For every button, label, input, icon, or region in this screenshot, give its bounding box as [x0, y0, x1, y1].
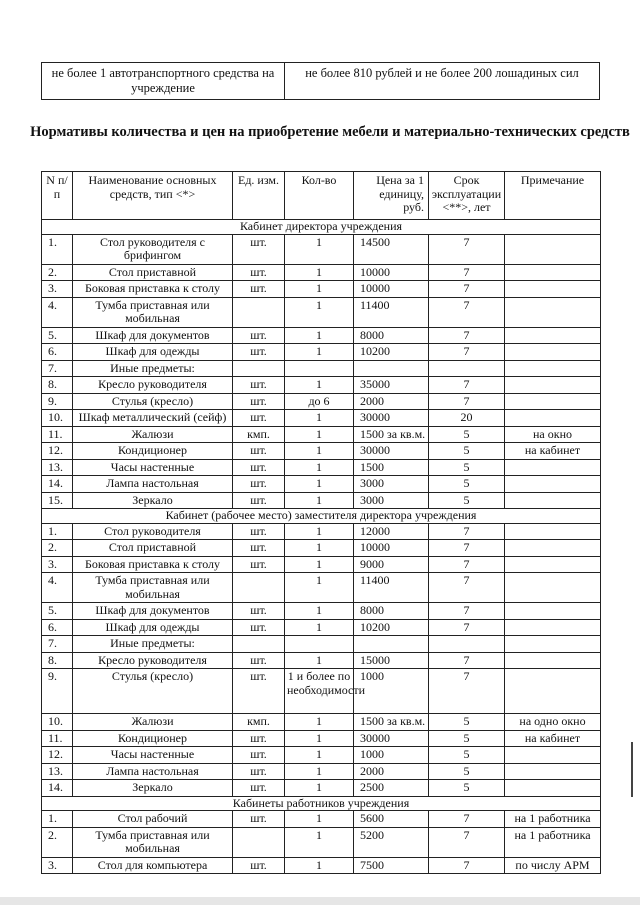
- row-number: 1.: [42, 523, 73, 540]
- item-quantity: 1: [285, 857, 354, 874]
- item-name: Лампа настольная: [73, 763, 233, 780]
- item-unit: шт.: [233, 747, 285, 764]
- item-price: 2000: [354, 393, 429, 410]
- row-number: 5.: [42, 603, 73, 620]
- item-unit: [233, 573, 285, 603]
- item-note: [505, 619, 601, 636]
- item-note: [505, 669, 601, 714]
- item-lifetime: 7: [429, 377, 505, 394]
- item-price: [354, 360, 429, 377]
- item-note: [505, 264, 601, 281]
- item-quantity: 1: [285, 603, 354, 620]
- item-unit: шт.: [233, 393, 285, 410]
- header-price: Цена за 1 единицу, руб.: [354, 172, 429, 220]
- row-number: 4.: [42, 297, 73, 327]
- item-name: Шкаф для документов: [73, 603, 233, 620]
- table-row: [42, 827, 601, 857]
- item-lifetime: 5: [429, 780, 505, 797]
- item-name: Стол приставной: [73, 264, 233, 281]
- item-name: Шкаф для одежды: [73, 619, 233, 636]
- item-price: 8000: [354, 603, 429, 620]
- item-note: [505, 492, 601, 509]
- item-note: [505, 297, 601, 327]
- item-name: Иные предметы:: [73, 360, 233, 377]
- item-quantity: 1: [285, 523, 354, 540]
- item-lifetime: 5: [429, 459, 505, 476]
- section-row: [42, 220, 601, 235]
- item-unit: шт.: [233, 763, 285, 780]
- header-quantity: Кол-во: [285, 172, 354, 220]
- item-quantity: 1: [285, 827, 354, 857]
- vehicle-norm-cell: не более 1 автотранспортного средства на учреждение: [42, 63, 285, 100]
- item-note: на окно: [505, 426, 601, 443]
- item-note: [505, 360, 601, 377]
- item-price: [354, 636, 429, 653]
- row-number: 1.: [42, 811, 73, 828]
- item-note: [505, 540, 601, 557]
- row-number: 14.: [42, 476, 73, 493]
- item-unit: шт.: [233, 619, 285, 636]
- item-note: [505, 393, 601, 410]
- item-quantity: 1: [285, 492, 354, 509]
- item-note: [505, 652, 601, 669]
- item-note: на 1 работника: [505, 811, 601, 828]
- item-price: 1500 за кв.м.: [354, 714, 429, 731]
- row-number: 11.: [42, 730, 73, 747]
- item-quantity: 1: [285, 476, 354, 493]
- item-quantity: [285, 636, 354, 653]
- item-unit: шт.: [233, 327, 285, 344]
- item-unit: [233, 827, 285, 857]
- row-number: 11.: [42, 426, 73, 443]
- item-name: Кондиционер: [73, 730, 233, 747]
- item-unit: шт.: [233, 556, 285, 573]
- item-price: 15000: [354, 652, 429, 669]
- item-unit: шт.: [233, 603, 285, 620]
- item-price: 10000: [354, 281, 429, 298]
- item-note: [505, 556, 601, 573]
- item-note: [505, 327, 601, 344]
- table-row: [42, 857, 601, 874]
- table-row: [42, 747, 601, 764]
- row-number: 13.: [42, 763, 73, 780]
- item-note: на одно окно: [505, 714, 601, 731]
- item-lifetime: 5: [429, 443, 505, 460]
- item-unit: шт.: [233, 857, 285, 874]
- item-unit: кмп.: [233, 714, 285, 731]
- item-price: 10200: [354, 619, 429, 636]
- table-row: [42, 636, 601, 653]
- item-quantity: 1: [285, 811, 354, 828]
- header-note: Примечание: [505, 172, 601, 220]
- item-unit: [233, 360, 285, 377]
- table-row: [42, 780, 601, 797]
- item-unit: шт.: [233, 811, 285, 828]
- table-row: [42, 652, 601, 669]
- row-number: 12.: [42, 443, 73, 460]
- item-name: Стулья (кресло): [73, 393, 233, 410]
- item-lifetime: 7: [429, 573, 505, 603]
- table-row: [42, 443, 601, 460]
- table-row: [42, 297, 601, 327]
- item-quantity: 1: [285, 763, 354, 780]
- row-number: 3.: [42, 556, 73, 573]
- item-quantity: до 6: [285, 393, 354, 410]
- item-price: 14500: [354, 234, 429, 264]
- row-number: 2.: [42, 540, 73, 557]
- table-row: [42, 327, 601, 344]
- item-name: Зеркало: [73, 780, 233, 797]
- item-unit: шт.: [233, 652, 285, 669]
- item-name: Стол для компьютера: [73, 857, 233, 874]
- item-name: Тумба приставная или мобильная: [73, 297, 233, 327]
- row-number: 10.: [42, 714, 73, 731]
- table-row: [42, 234, 601, 264]
- item-lifetime: 7: [429, 393, 505, 410]
- item-quantity: 1: [285, 714, 354, 731]
- item-quantity: 1 и более по необходимости: [285, 669, 354, 714]
- item-price: 5200: [354, 827, 429, 857]
- item-quantity: 1: [285, 556, 354, 573]
- item-unit: шт.: [233, 234, 285, 264]
- item-price: 10200: [354, 344, 429, 361]
- row-number: 8.: [42, 377, 73, 394]
- table-row: [42, 763, 601, 780]
- item-price: 5600: [354, 811, 429, 828]
- item-unit: шт.: [233, 344, 285, 361]
- page-title: Нормативы количества и цен на приобретение мебели и материально-технических средств: [30, 124, 630, 140]
- item-unit: шт.: [233, 780, 285, 797]
- table-row: [42, 476, 601, 493]
- item-price: 11400: [354, 297, 429, 327]
- item-lifetime: 7: [429, 264, 505, 281]
- section-title: Кабинет директора учреждения: [42, 220, 601, 235]
- table-row: [42, 393, 601, 410]
- item-quantity: 1: [285, 540, 354, 557]
- section-row: [42, 796, 601, 811]
- row-number: 6.: [42, 344, 73, 361]
- item-unit: шт.: [233, 492, 285, 509]
- row-number: 6.: [42, 619, 73, 636]
- item-quantity: 1: [285, 459, 354, 476]
- item-name: Жалюзи: [73, 426, 233, 443]
- item-name: Тумба приставная или мобильная: [73, 827, 233, 857]
- item-unit: шт.: [233, 669, 285, 714]
- row-number: 13.: [42, 459, 73, 476]
- item-quantity: 1: [285, 410, 354, 427]
- item-quantity: 1: [285, 426, 354, 443]
- item-name: Стулья (кресло): [73, 669, 233, 714]
- row-number: 5.: [42, 327, 73, 344]
- item-lifetime: [429, 360, 505, 377]
- item-unit: шт.: [233, 410, 285, 427]
- table-row: [42, 714, 601, 731]
- row-number: 12.: [42, 747, 73, 764]
- row-number: 2.: [42, 264, 73, 281]
- item-quantity: 1: [285, 297, 354, 327]
- row-number: 8.: [42, 652, 73, 669]
- item-quantity: 1: [285, 234, 354, 264]
- item-quantity: 1: [285, 344, 354, 361]
- item-name: Стол руководителя: [73, 523, 233, 540]
- item-note: [505, 344, 601, 361]
- table-row: [42, 63, 600, 100]
- table-row: [42, 344, 601, 361]
- item-price: 12000: [354, 523, 429, 540]
- table-row: [42, 669, 601, 714]
- table-row: [42, 540, 601, 557]
- header-lifetime: Срок эксплуатации <**>, лет: [429, 172, 505, 220]
- item-unit: шт.: [233, 523, 285, 540]
- item-lifetime: 7: [429, 281, 505, 298]
- item-note: на кабинет: [505, 443, 601, 460]
- section-title: Кабинет (рабочее место) заместителя директора учреждения: [42, 509, 601, 524]
- item-name: Шкаф металлический (сейф): [73, 410, 233, 427]
- row-number: 9.: [42, 669, 73, 714]
- table-row: [42, 492, 601, 509]
- table-row: [42, 426, 601, 443]
- section-title: Кабинеты работников учреждения: [42, 796, 601, 811]
- item-quantity: [285, 360, 354, 377]
- row-number: 1.: [42, 234, 73, 264]
- item-unit: шт.: [233, 476, 285, 493]
- item-name: Боковая приставка к столу: [73, 556, 233, 573]
- item-unit: шт.: [233, 730, 285, 747]
- item-name: Иные предметы:: [73, 636, 233, 653]
- table-row: [42, 619, 601, 636]
- row-number: 15.: [42, 492, 73, 509]
- item-unit: [233, 636, 285, 653]
- row-number: 7.: [42, 360, 73, 377]
- item-quantity: 1: [285, 281, 354, 298]
- item-name: Тумба приставная или мобильная: [73, 573, 233, 603]
- item-quantity: 1: [285, 377, 354, 394]
- item-note: [505, 747, 601, 764]
- item-price: 2000: [354, 763, 429, 780]
- header-unit: Ед. изм.: [233, 172, 285, 220]
- table-row: [42, 459, 601, 476]
- item-quantity: 1: [285, 443, 354, 460]
- item-name: Кресло руководителя: [73, 652, 233, 669]
- item-lifetime: 7: [429, 603, 505, 620]
- item-note: [505, 763, 601, 780]
- item-lifetime: 7: [429, 540, 505, 557]
- item-name: Кондиционер: [73, 443, 233, 460]
- header-name: Наименование основных средств, тип <*>: [73, 172, 233, 220]
- item-lifetime: 7: [429, 857, 505, 874]
- item-name: Зеркало: [73, 492, 233, 509]
- item-quantity: 1: [285, 780, 354, 797]
- item-lifetime: 20: [429, 410, 505, 427]
- item-name: Боковая приставка к столу: [73, 281, 233, 298]
- row-number: 10.: [42, 410, 73, 427]
- item-note: [505, 476, 601, 493]
- item-note: [505, 636, 601, 653]
- item-name: Шкаф для документов: [73, 327, 233, 344]
- item-price: 3000: [354, 476, 429, 493]
- item-lifetime: 5: [429, 747, 505, 764]
- item-lifetime: 5: [429, 730, 505, 747]
- item-lifetime: 7: [429, 669, 505, 714]
- item-name: Шкаф для одежды: [73, 344, 233, 361]
- item-lifetime: 7: [429, 811, 505, 828]
- item-quantity: 1: [285, 327, 354, 344]
- item-lifetime: 7: [429, 234, 505, 264]
- item-quantity: 1: [285, 264, 354, 281]
- item-lifetime: 5: [429, 763, 505, 780]
- item-lifetime: 5: [429, 714, 505, 731]
- row-number: 9.: [42, 393, 73, 410]
- item-lifetime: 7: [429, 344, 505, 361]
- item-note: на кабинет: [505, 730, 601, 747]
- row-number: 4.: [42, 573, 73, 603]
- item-unit: кмп.: [233, 426, 285, 443]
- table-row: [42, 377, 601, 394]
- table-body: [42, 220, 601, 874]
- item-price: 9000: [354, 556, 429, 573]
- item-price: 1000: [354, 669, 429, 714]
- vehicle-cost-cell: не более 810 рублей и не более 200 лошадиных сил: [285, 63, 600, 100]
- item-note: [505, 377, 601, 394]
- item-price: 30000: [354, 443, 429, 460]
- item-price: 30000: [354, 410, 429, 427]
- item-lifetime: 7: [429, 327, 505, 344]
- item-name: Стол приставной: [73, 540, 233, 557]
- header-number: N п/п: [42, 172, 73, 220]
- row-number: 2.: [42, 827, 73, 857]
- item-quantity: 1: [285, 652, 354, 669]
- table-row: [42, 730, 601, 747]
- scan-bottom-edge: [0, 897, 640, 905]
- item-lifetime: 7: [429, 556, 505, 573]
- table-row: [42, 573, 601, 603]
- item-name: Лампа настольная: [73, 476, 233, 493]
- item-price: 11400: [354, 573, 429, 603]
- item-lifetime: 7: [429, 652, 505, 669]
- table-row: [42, 556, 601, 573]
- item-note: [505, 780, 601, 797]
- item-name: Кресло руководителя: [73, 377, 233, 394]
- item-unit: шт.: [233, 443, 285, 460]
- item-lifetime: 5: [429, 426, 505, 443]
- item-price: 1500 за кв.м.: [354, 426, 429, 443]
- item-lifetime: 5: [429, 476, 505, 493]
- item-price: 30000: [354, 730, 429, 747]
- item-price: 7500: [354, 857, 429, 874]
- item-unit: шт.: [233, 377, 285, 394]
- table-row: [42, 264, 601, 281]
- item-note: [505, 281, 601, 298]
- item-note: [505, 523, 601, 540]
- item-unit: шт.: [233, 264, 285, 281]
- item-price: 1500: [354, 459, 429, 476]
- table-row: [42, 811, 601, 828]
- item-lifetime: [429, 636, 505, 653]
- item-name: Жалюзи: [73, 714, 233, 731]
- item-note: на 1 работника: [505, 827, 601, 857]
- item-price: 3000: [354, 492, 429, 509]
- section-row: [42, 509, 601, 524]
- item-name: Стол руководителя с брифингом: [73, 234, 233, 264]
- item-note: [505, 573, 601, 603]
- item-lifetime: 7: [429, 297, 505, 327]
- item-unit: [233, 297, 285, 327]
- item-name: Стол рабочий: [73, 811, 233, 828]
- item-quantity: 1: [285, 747, 354, 764]
- item-quantity: 1: [285, 619, 354, 636]
- row-number: 14.: [42, 780, 73, 797]
- table-row: [42, 523, 601, 540]
- item-note: [505, 234, 601, 264]
- item-name: Часы настенные: [73, 747, 233, 764]
- row-number: 3.: [42, 281, 73, 298]
- item-note: по числу АРМ: [505, 857, 601, 874]
- table-row: [42, 360, 601, 377]
- item-price: 35000: [354, 377, 429, 394]
- furniture-norms-table: [41, 171, 601, 874]
- item-price: 1000: [354, 747, 429, 764]
- item-unit: шт.: [233, 459, 285, 476]
- item-lifetime: 7: [429, 619, 505, 636]
- item-lifetime: 7: [429, 523, 505, 540]
- item-price: 2500: [354, 780, 429, 797]
- item-quantity: 1: [285, 573, 354, 603]
- table-row: [42, 603, 601, 620]
- item-quantity: 1: [285, 730, 354, 747]
- item-note: [505, 410, 601, 427]
- item-price: 10000: [354, 540, 429, 557]
- item-unit: шт.: [233, 281, 285, 298]
- item-note: [505, 459, 601, 476]
- item-price: 8000: [354, 327, 429, 344]
- item-name: Часы настенные: [73, 459, 233, 476]
- row-number: 3.: [42, 857, 73, 874]
- item-price: 10000: [354, 264, 429, 281]
- item-lifetime: 5: [429, 492, 505, 509]
- table-row: [42, 410, 601, 427]
- item-unit: шт.: [233, 540, 285, 557]
- vehicle-norm-table: [41, 62, 600, 100]
- item-note: [505, 603, 601, 620]
- row-number: 7.: [42, 636, 73, 653]
- table-row: [42, 281, 601, 298]
- table-header-row: [42, 172, 601, 220]
- item-lifetime: 7: [429, 827, 505, 857]
- scan-edge-mark: [631, 742, 633, 797]
